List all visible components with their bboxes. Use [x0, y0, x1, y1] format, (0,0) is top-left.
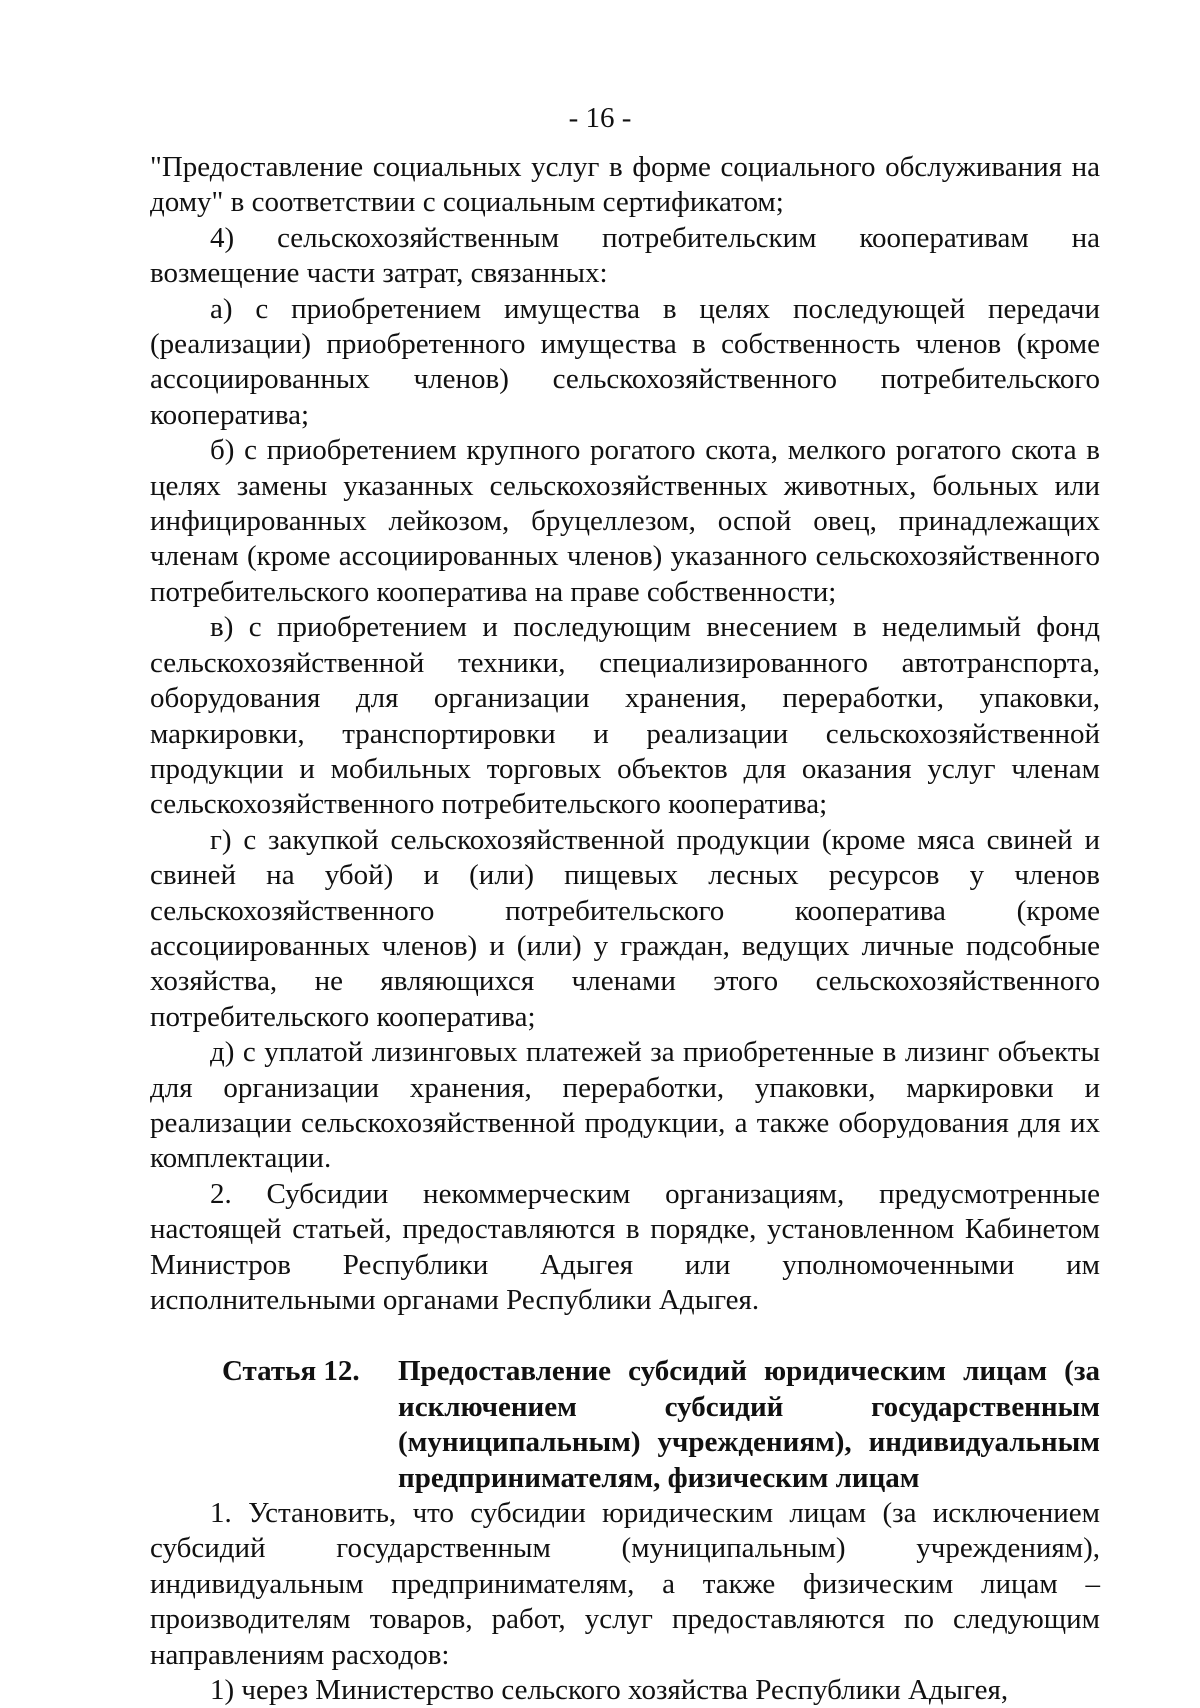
- paragraph: в) с приобретением и последующим внесением в неделимый фонд сельскохозяйственной техники, специализированного автотранспорта, оборудования для организации хранения, переработки, упаковки, маркировки, транспортировки и реализации сельскохозяйственной продукции и мобильных торговых объектов для оказания услуг членам сельскохозяйственного потребительского кооператива;: [150, 611, 1100, 821]
- paragraph: а) с приобретением имущества в целях последующей передачи (реализации) приобретенного имущества в собственность членов (кроме ассоциированных членов) сельскохозяйственного потребительского кооператива;: [150, 292, 1100, 431]
- page-number: - 16 -: [568, 102, 632, 134]
- document-body: [150, 150, 1100, 1708]
- article-heading: [150, 1354, 1100, 1496]
- paragraph: б) с приобретением крупного рогатого скота, мелкого рогатого скота в целях замены указанных сельскохозяйственных животных, больных или инфицированных лейкозом, бруцеллезом, оспой овец, принадлежащих членам (кроме ассоциированных членов) указанного сельскохозяйственного потребительского кооператива на праве собственности;: [150, 434, 1100, 608]
- paragraph: д) с уплатой лизинговых платежей за приобретенные в лизинг объекты для организации хранения, переработки, упаковки, маркировки и реализации сельскохозяйственной продукции, а также оборудования для их комплектации.: [150, 1036, 1100, 1175]
- paragraph: 1) через Министерство сельского хозяйства Республики Адыгея,: [210, 1674, 1009, 1707]
- paragraph: "Предоставление социальных услуг в форме социального обслуживания на дому" в соответствии с социальным сертификатом;: [150, 151, 1100, 219]
- article-title: Предоставление субсидий юридическим лицам (за исключением субсидий государственным (муниципальным) учреждениям), индивидуальным предпринимателям, физическим лицам: [398, 1355, 1100, 1494]
- paragraphs-before: [150, 150, 1100, 1318]
- paragraph: 1. Установить, что субсидии юридическим лицам (за исключением субсидий государственным (муниципальным) учреждениям), индивидуальным предпринимателям, а также физическим лицам – производителям товаров, работ, услуг предоставляются по следующим направлениям расходов:: [150, 1497, 1100, 1671]
- paragraph: 4) сельскохозяйственным потребительским кооперативам на возмещение части затрат, связанных:: [150, 221, 1100, 290]
- paragraphs-after: [150, 1496, 1100, 1708]
- paragraph: г) с закупкой сельскохозяйственной продукции (кроме мяса свиней и свиней на убой) и (или) пищевых лесных ресурсов у членов сельскохозяйственного потребительского кооператива (кроме ассоциированных членов) и (или) у граждан, ведущих личные подсобные хозяйства, не являющихся членами этого сельскохозяйственного потребительского кооператива;: [150, 823, 1100, 1033]
- paragraph: 2. Субсидии некоммерческим организациям, предусмотренные настоящей статьей, предоставляются в порядке, установленном Кабинетом Министров Республики Адыгея или уполномоченными им исполнительными органами Республики Адыгея.: [150, 1177, 1100, 1316]
- article-number: Статья 12.: [222, 1355, 360, 1388]
